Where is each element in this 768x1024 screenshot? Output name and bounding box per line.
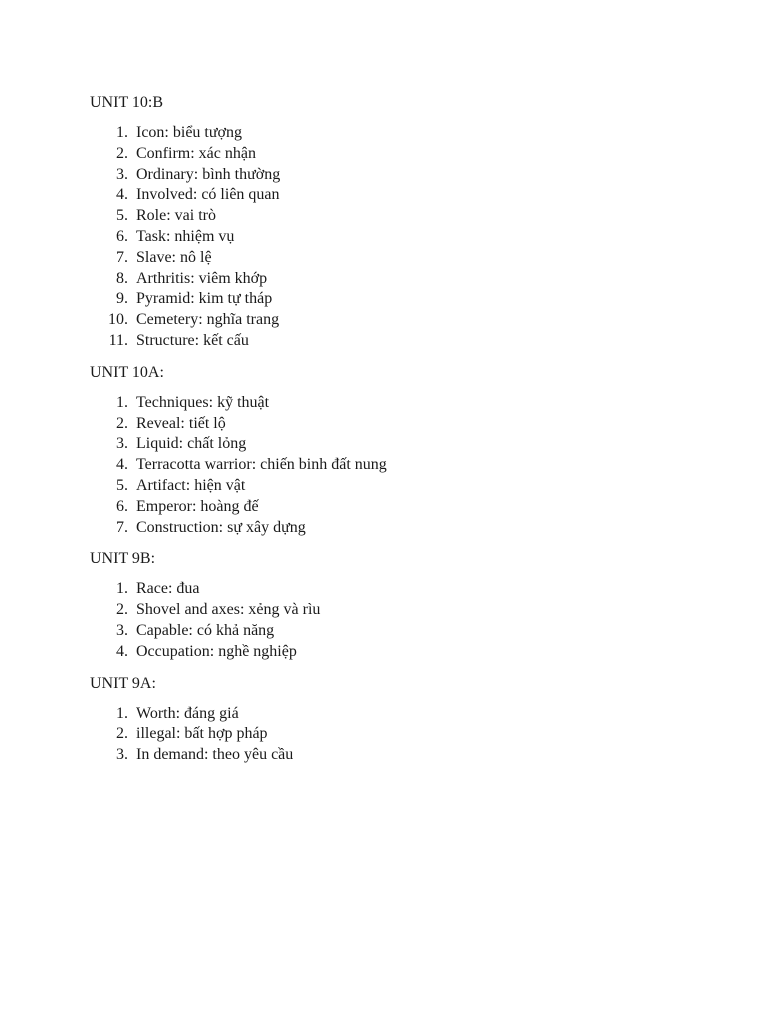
list-item	[90, 144, 710, 165]
item-text: Occupation: nghề nghiệp	[136, 642, 297, 660]
item-text: Techniques: kỹ thuật	[136, 393, 270, 411]
item-number: 8.	[116, 269, 128, 287]
item-number: 9.	[116, 290, 128, 308]
item-text: Capable: có khả năng	[136, 621, 275, 639]
unit-title: UNIT 10:B	[90, 94, 164, 111]
item-number: 10.	[108, 311, 128, 329]
item-text: Artifact: hiện vật	[136, 476, 246, 494]
list-item	[90, 310, 710, 331]
item-text: Structure: kết cấu	[136, 331, 249, 349]
item-number: 2.	[116, 725, 128, 743]
list-item	[90, 289, 710, 310]
list-item	[90, 745, 710, 766]
list-item	[90, 165, 710, 186]
item-number: 4.	[116, 456, 128, 474]
vocab-list	[90, 393, 710, 539]
vocab-list	[90, 579, 710, 662]
list-item	[90, 393, 710, 414]
list-item	[90, 185, 710, 206]
list-item	[90, 724, 710, 745]
item-number: 5.	[116, 207, 128, 225]
item-number: 7.	[116, 248, 128, 266]
unit-9b-section	[90, 548, 710, 662]
item-text: Emperor: hoàng đế	[136, 497, 259, 515]
item-number: 1.	[116, 124, 128, 141]
item-text: Liquid: chất lỏng	[136, 435, 247, 453]
list-item	[90, 227, 710, 248]
item-text: Race: đua	[136, 580, 200, 598]
item-number: 3.	[116, 746, 128, 764]
item-text: Icon: biểu tượng	[136, 124, 242, 141]
unit-10a-section	[90, 362, 710, 539]
item-number: 2.	[116, 414, 128, 432]
item-text: Confirm: xác nhận	[136, 144, 256, 162]
item-number: 7.	[116, 518, 128, 536]
unit-title: UNIT 9A:	[90, 674, 156, 692]
item-text: In demand: theo yêu cầu	[136, 746, 294, 764]
list-item	[90, 579, 710, 600]
item-text: Worth: đáng giá	[136, 704, 239, 722]
item-text: Shovel and axes: xẻng và rìu	[136, 601, 321, 619]
unit-10b-section	[90, 92, 710, 352]
item-number: 6.	[116, 227, 128, 245]
vocab-list	[90, 704, 710, 766]
item-number: 2.	[116, 144, 128, 162]
list-item	[90, 600, 710, 621]
item-text: Terracotta warrior: chiến binh đất nung	[136, 456, 387, 474]
item-text: Arthritis: viêm khớp	[136, 269, 268, 287]
item-text: Pyramid: kim tự tháp	[136, 290, 273, 308]
list-item	[90, 642, 710, 663]
item-number: 2.	[116, 601, 128, 619]
list-item	[90, 414, 710, 435]
list-item	[90, 476, 710, 497]
item-number: 3.	[116, 435, 128, 453]
list-item	[90, 269, 710, 290]
item-number: 4.	[116, 186, 128, 204]
item-text: Cemetery: nghĩa trang	[136, 311, 280, 329]
list-item	[90, 248, 710, 269]
unit-9a-section	[90, 673, 710, 766]
item-number: 4.	[116, 642, 128, 660]
list-item	[90, 123, 710, 144]
item-number: 6.	[116, 497, 128, 515]
item-number: 3.	[116, 621, 128, 639]
list-item	[90, 704, 710, 725]
item-number: 1.	[116, 704, 128, 722]
item-number: 1.	[116, 580, 128, 598]
item-text: Slave: nô lệ	[136, 248, 212, 266]
item-number: 1.	[116, 393, 128, 411]
item-number: 5.	[116, 476, 128, 494]
list-item	[90, 455, 710, 476]
item-text: Involved: có liên quan	[136, 186, 280, 204]
item-text: Construction: sự xây dựng	[136, 518, 306, 536]
item-text: Reveal: tiết lộ	[136, 414, 226, 432]
item-text: illegal: bất hợp pháp	[136, 725, 268, 743]
item-text: Role: vai trò	[136, 207, 216, 225]
list-item	[90, 518, 710, 539]
item-text: Ordinary: bình thường	[136, 165, 281, 183]
list-item	[90, 621, 710, 642]
unit-title: UNIT 10A:	[90, 363, 164, 381]
item-text: Task: nhiệm vụ	[136, 227, 235, 245]
list-item	[90, 497, 710, 518]
list-item	[90, 206, 710, 227]
vocab-list	[90, 123, 710, 352]
document-page	[90, 92, 710, 776]
item-number: 11.	[108, 331, 128, 349]
list-item	[90, 434, 710, 455]
item-number: 3.	[116, 165, 128, 183]
list-item	[90, 331, 710, 352]
unit-title: UNIT 9B:	[90, 550, 156, 568]
